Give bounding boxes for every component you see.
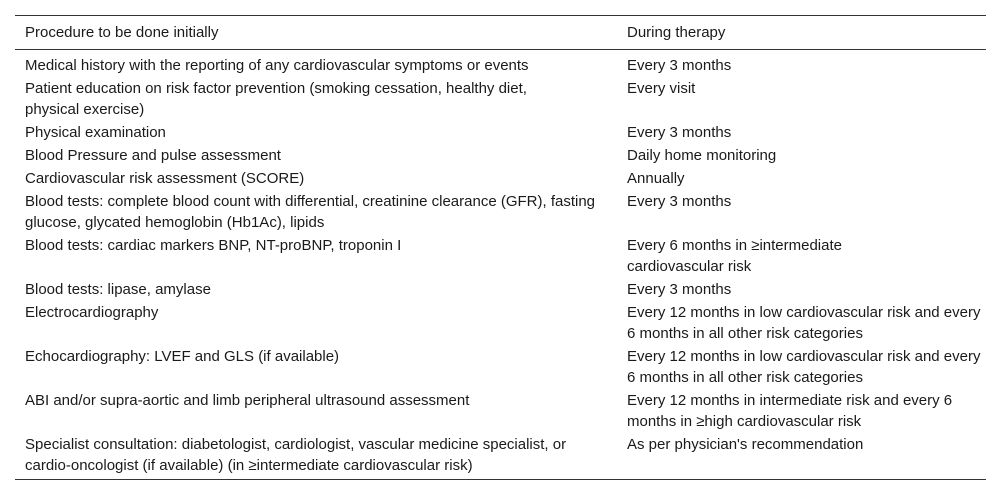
- table-row: [15, 121, 986, 144]
- procedure-cell: Patient education on risk factor prevention (smoking cessation, healthy diet, physical exercise): [25, 80, 527, 118]
- table-body: [15, 54, 986, 479]
- therapy-cell: Every 3 months: [627, 124, 732, 141]
- procedure-cell: Blood Pressure and pulse assessment: [25, 147, 281, 164]
- table-row: [15, 345, 986, 389]
- therapy-cell: As per physician's recommendation: [627, 436, 864, 453]
- procedure-cell: Cardiovascular risk assessment (SCORE): [25, 170, 305, 187]
- procedure-cell: Blood tests: complete blood count with differential, creatinine clearance (GFR), fasting glucose, glycated hemoglobin (Hb1Ac), lipids: [25, 193, 596, 231]
- therapy-cell: Every 3 months: [627, 193, 732, 210]
- therapy-cell: Every 12 months in intermediate risk and every 6 months in ≥high cardiovascular risk: [627, 392, 953, 430]
- procedure-cell: Blood tests: cardiac markers BNP, NT-proBNP, troponin I: [25, 237, 402, 254]
- therapy-cell: Every 3 months: [627, 281, 732, 298]
- table-row: [15, 278, 986, 301]
- procedure-cell: ABI and/or supra-aortic and limb peripheral ultrasound assessment: [25, 392, 470, 409]
- procedure-cell: Specialist consultation: diabetologist, cardiologist, vascular medicine specialist, or cardio-oncologist (if available) (in ≥intermediate cardiovascular risk): [25, 436, 567, 474]
- table-row: [15, 234, 986, 278]
- table-row: [15, 301, 986, 345]
- table-row: [15, 54, 986, 77]
- header-during-therapy: During therapy: [627, 24, 726, 41]
- therapy-cell: Every 12 months in low cardiovascular risk and every 6 months in all other risk categories: [627, 304, 981, 342]
- table-row: [15, 167, 986, 190]
- procedure-cell: Echocardiography: LVEF and GLS (if available): [25, 348, 340, 365]
- procedure-cell: Medical history with the reporting of any cardiovascular symptoms or events: [25, 57, 529, 74]
- procedure-cell: Physical examination: [25, 124, 166, 141]
- therapy-cell: Every 6 months in ≥intermediate cardiovascular risk: [627, 237, 842, 275]
- table-row: [15, 190, 986, 234]
- table-row: [15, 77, 986, 121]
- therapy-cell: Daily home monitoring: [627, 147, 777, 164]
- table-row: [15, 389, 986, 433]
- procedure-cell: Blood tests: lipase, amylase: [25, 281, 211, 298]
- procedure-cell: Electrocardiography: [25, 304, 159, 321]
- therapy-cell: Every 12 months in low cardiovascular risk and every 6 months in all other risk categories: [627, 348, 981, 386]
- monitoring-table: [15, 15, 986, 480]
- therapy-cell: Every 3 months: [627, 57, 732, 74]
- therapy-cell: Annually: [627, 170, 685, 187]
- therapy-cell: Every visit: [627, 80, 696, 97]
- table-header-row: [15, 16, 986, 50]
- header-procedure: Procedure to be done initially: [25, 24, 219, 41]
- table-row: [15, 433, 986, 477]
- table-row: [15, 144, 986, 167]
